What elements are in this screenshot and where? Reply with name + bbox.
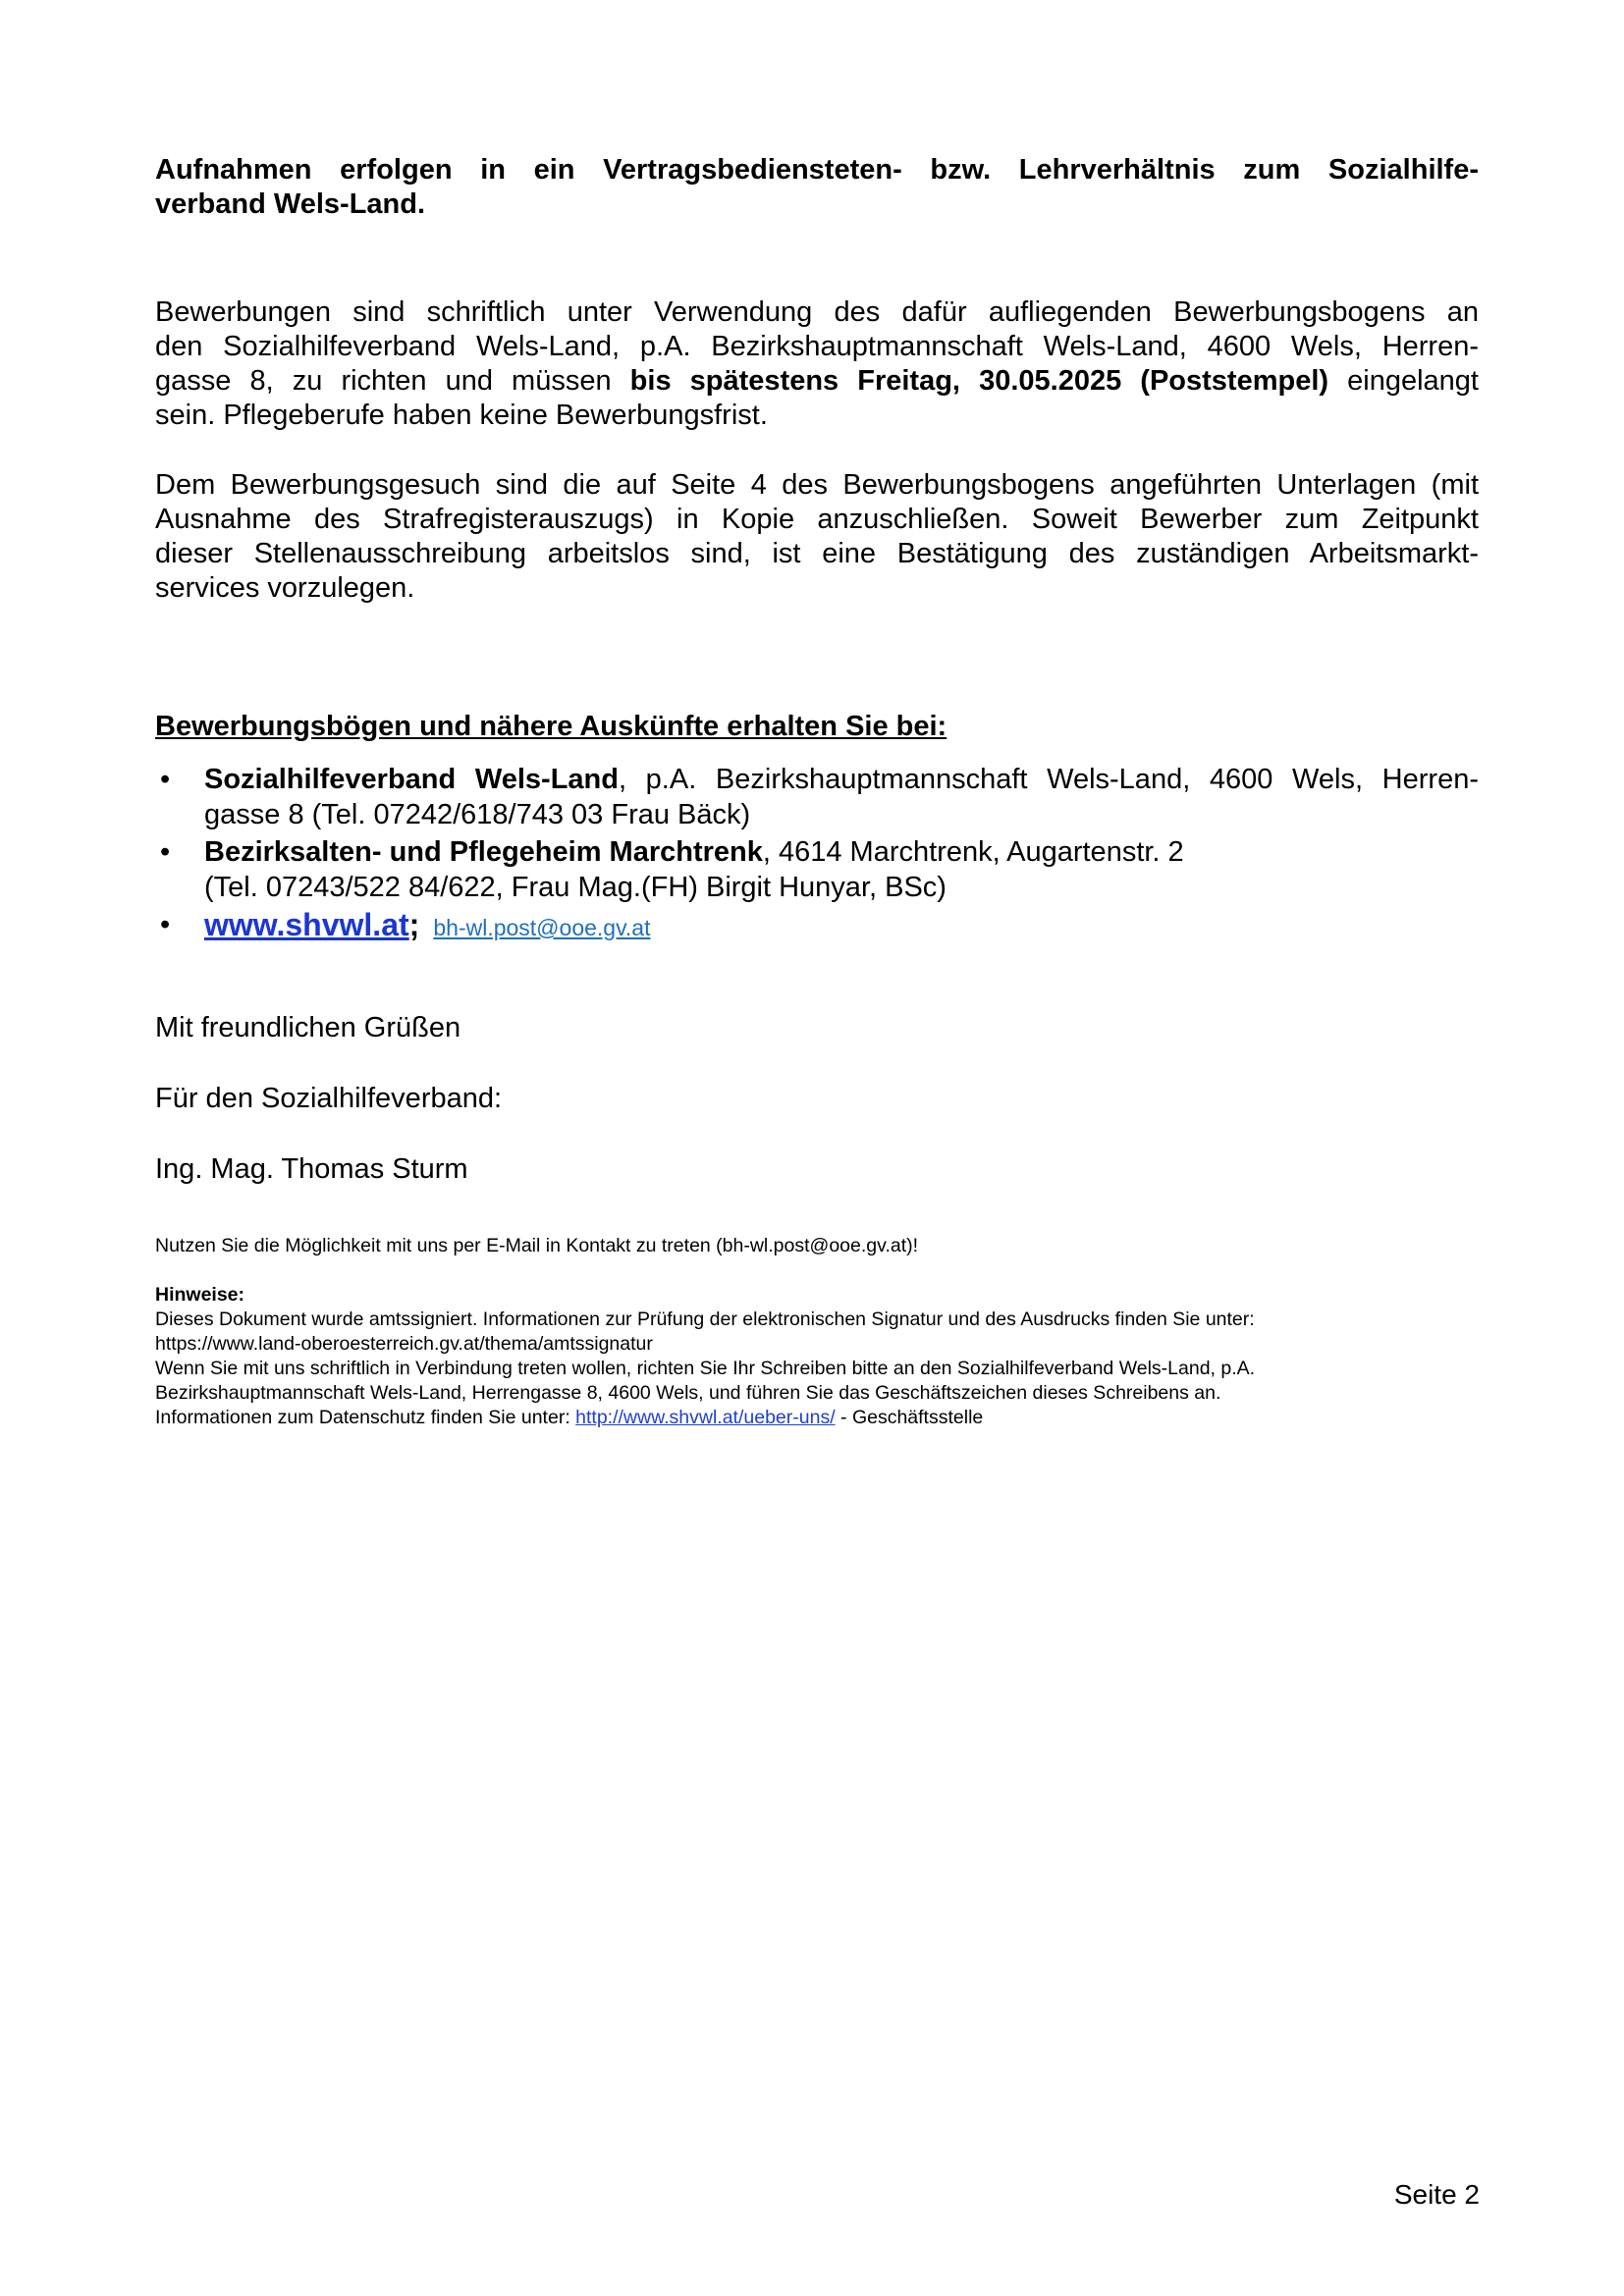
hint-signature: Dieses Dokument wurde amtssigniert. Informationen zur Prüfung der elektronischen Signatur und des Ausdrucks finden Sie unter: <box>155 1308 1255 1330</box>
list-item <box>155 907 1479 945</box>
hints-title: Hinweise: <box>155 1284 245 1306</box>
application-paragraph <box>155 295 1479 433</box>
list-item <box>155 834 1479 905</box>
documents-line-4: services vorzulegen. <box>155 572 415 604</box>
application-line-2: den Sozialhilfeverband Wels-Land, p.A. Bezirkshauptmannschaft Wels-Land, 4600 Wels, Herren- <box>155 331 1479 362</box>
application-text: eingelangt <box>1328 365 1479 397</box>
hints-section <box>155 1283 1479 1430</box>
deadline-text: bis spätestens Freitag, 30.05.2025 (Poststempel) <box>629 365 1329 397</box>
documents-paragraph <box>155 468 1479 606</box>
intro-line-2: verband Wels-Land. <box>155 188 426 220</box>
hint-contact-1: Wenn Sie mit uns schriftlich in Verbindung treten wollen, richten Sie Ihr Schreiben bitte an den Sozialhilfeverband Wels-Land, p.A. <box>155 1358 1256 1379</box>
privacy-line <box>155 1406 1479 1430</box>
privacy-link[interactable]: http://www.shvwl.at/ueber-uns/ <box>575 1407 836 1428</box>
email-link[interactable]: bh-wl.post@ooe.gv.at <box>433 915 651 940</box>
contact-phone: gasse 8 (Tel. 07242/618/743 03 Frau Bäck) <box>204 799 751 830</box>
contact-line <box>204 834 1479 870</box>
application-line-1: Bewerbungen sind schriftlich unter Verwendung des dafür aufliegenden Bewerbungsbogens an <box>155 296 1479 328</box>
for-association: Für den Sozialhilfeverband: <box>155 1083 503 1114</box>
application-line-4: sein. Pflegeberufe haben keine Bewerbungsfrist. <box>155 400 768 431</box>
privacy-text: Informationen zum Datenschutz finden Sie unter: <box>155 1407 576 1428</box>
greeting: Mit freundlichen Grüßen <box>155 1012 461 1043</box>
application-text: gasse 8, zu richten und müssen <box>155 365 630 397</box>
hint-contact-2: Bezirkshauptmannschaft Wels-Land, Herrengasse 8, 4600 Wels, und führen Sie das Geschäftszeichen dieses Schreibens an. <box>155 1382 1221 1404</box>
contacts-list <box>155 762 1479 947</box>
contact-address: , 4614 Marchtrenk, Augartenstr. 2 <box>762 836 1184 868</box>
contacts-heading: Bewerbungsbögen und nähere Auskünfte erhalten Sie bei: <box>155 711 947 742</box>
page-number: Seite 2 <box>1393 2179 1480 2210</box>
contact-address: , p.A. Bezirkshauptmannschaft Wels-Land, 4600 Wels, Herren- <box>618 764 1479 795</box>
list-item <box>155 762 1479 832</box>
bullet-icon: • <box>160 909 171 940</box>
contact-name: Sozialhilfeverband Wels-Land <box>204 764 619 795</box>
bullet-icon: • <box>160 836 171 868</box>
email-note: Nutzen Sie die Möglichkeit mit uns per E-Mail in Kontakt zu treten (bh-wl.post@ooe.gv.at)! <box>155 1235 919 1256</box>
documents-line-1: Dem Bewerbungsgesuch sind die auf Seite 4 des Bewerbungsbogens angeführten Unterlagen (mit <box>155 469 1479 501</box>
hint-signature-url: https://www.land-oberoesterreich.gv.at/thema/amtssignatur <box>155 1333 653 1355</box>
intro-line-1: Aufnahmen erfolgen in ein Vertragsbediensteten- bzw. Lehrverhältnis zum Sozialhilfe- <box>155 154 1479 186</box>
bullet-icon: • <box>160 764 171 795</box>
contact-name: Bezirksalten- und Pflegeheim Marchtrenk <box>204 836 763 868</box>
contact-phone: (Tel. 07243/522 84/622, Frau Mag.(FH) Birgit Hunyar, BSc) <box>204 872 947 903</box>
intro-paragraph <box>155 153 1479 222</box>
documents-line-3: dieser Stellenausschreibung arbeitslos sind, ist eine Bestätigung des zuständigen Arbeitsmarkt- <box>155 538 1479 569</box>
website-link[interactable]: www.shvwl.at <box>204 907 409 942</box>
privacy-suffix: - Geschäftsstelle <box>835 1407 984 1428</box>
link-separator: ; <box>408 907 420 942</box>
documents-line-2: Ausnahme des Strafregisterauszugs) in Kopie anzuschließen. Soweit Bewerber zum Zeitpunkt <box>155 504 1479 535</box>
contact-line <box>204 762 1479 797</box>
application-line-3 <box>155 364 1479 399</box>
signer-name: Ing. Mag. Thomas Sturm <box>155 1153 468 1185</box>
